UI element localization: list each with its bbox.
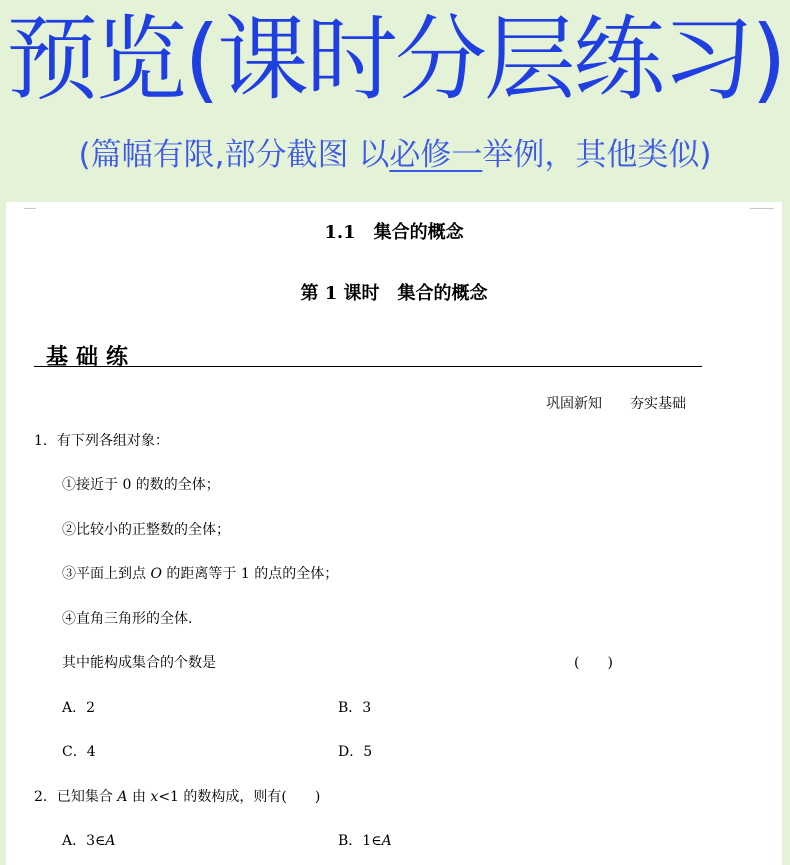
point-variable: O — [150, 566, 162, 582]
option-c: C．4 — [62, 744, 96, 760]
banner-subtitle — [0, 134, 790, 176]
x-variable: x — [150, 789, 159, 805]
question-2-stem-b: 由 — [131, 789, 146, 805]
page-corner-mark — [24, 208, 36, 209]
set-variable: A — [117, 789, 128, 805]
page-corner-mark — [750, 208, 774, 209]
question-2-option-a — [62, 830, 116, 850]
tagline — [546, 393, 686, 413]
document-page — [6, 202, 782, 865]
question-2-option-a-text: A．3∈ — [62, 833, 106, 849]
option-a: A．2 — [62, 700, 96, 716]
question-1-item: ②比较小的正整数的全体； — [62, 522, 230, 538]
set-variable: A — [105, 833, 116, 849]
tagline-part-1: 巩固新知 — [546, 396, 602, 412]
answer-parentheses: ( ) — [574, 655, 613, 671]
question-1-item: ①接近于 0 的数的全体； — [62, 477, 220, 493]
section-rule — [34, 366, 702, 367]
question-1-item-3-head: ③平面上到点 — [62, 566, 146, 582]
question-1-stem: 1．有下列各组对象： — [34, 433, 169, 449]
question-2-stem-a: 2．已知集合 — [34, 789, 113, 805]
banner-title: 预览(课时分层练习) — [6, 6, 784, 113]
tagline-part-2: 夯实基础 — [630, 396, 686, 412]
set-variable: A — [381, 833, 392, 849]
question-2-option-b-text: B．1∈ — [338, 833, 382, 849]
option-d: D．5 — [338, 744, 373, 760]
question-1-question: 其中能构成集合的个数是 — [62, 655, 216, 671]
banner-subtitle-underlined: 必修一 — [389, 137, 483, 173]
section-title: 1.1 集合的概念 — [324, 222, 464, 243]
question-2-stem — [34, 786, 320, 806]
question-1-item: ④直角三角形的全体． — [62, 611, 202, 627]
section-heading: 基础练 — [46, 345, 137, 370]
question-1-item — [62, 563, 338, 583]
lesson-title: 第 1 课时 集合的概念 — [300, 283, 488, 304]
banner-subtitle-before: (篇幅有限,部分截图 以 — [78, 137, 390, 173]
option-b: B．3 — [338, 700, 372, 716]
question-2-option-b — [338, 830, 392, 850]
banner-subtitle-after: 举例，其他类似) — [482, 137, 712, 173]
question-2-stem-c: <1 的数构成，则有( ) — [158, 789, 321, 805]
question-1-item-3-tail: 的距离等于 1 的点的全体； — [166, 566, 339, 582]
